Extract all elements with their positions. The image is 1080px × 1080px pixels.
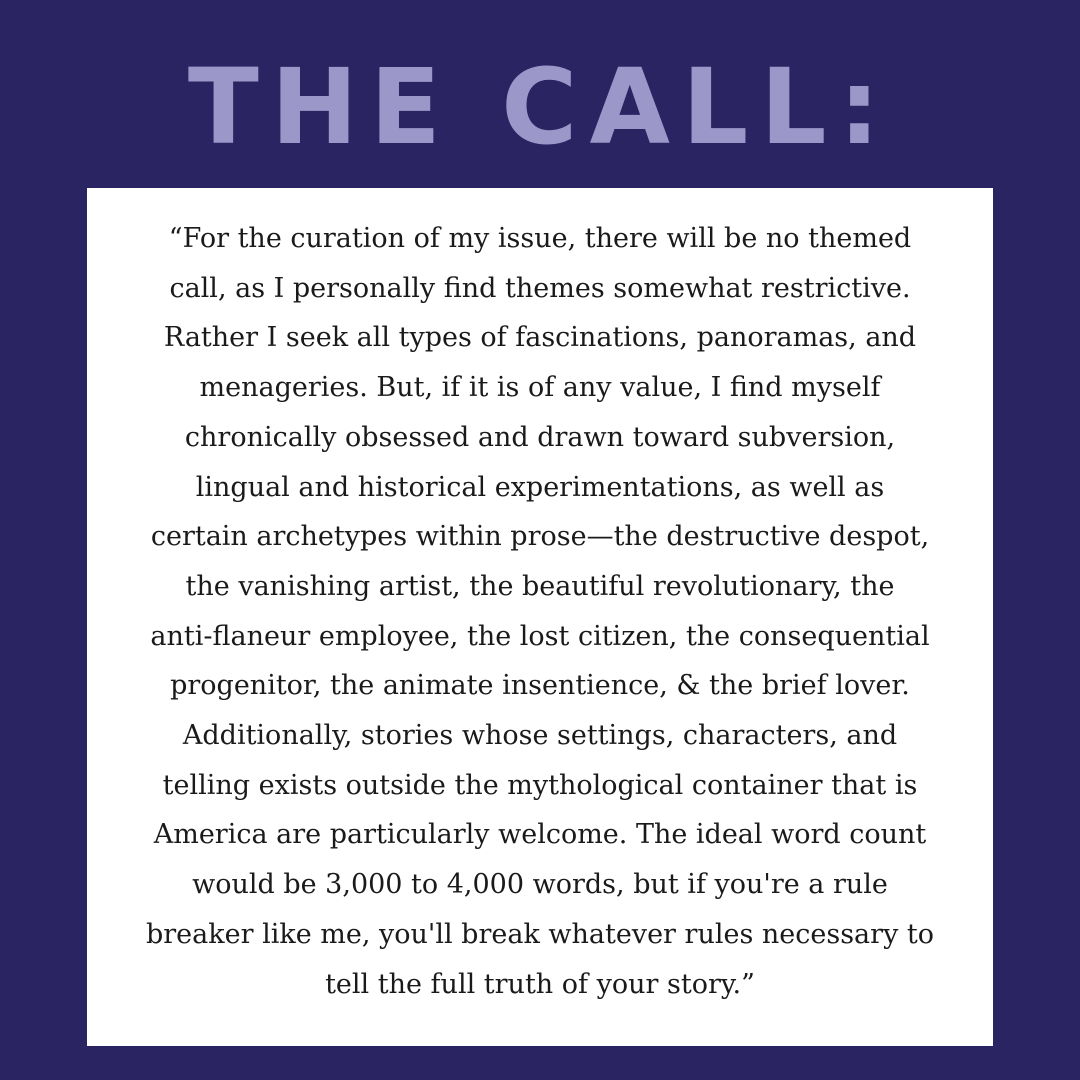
quote-card: [87, 188, 993, 1046]
quote-line: call, as I personally find themes somewhat restrictive.: [169, 272, 911, 304]
quote-line: breaker like me, you'll break whatever rules necessary to: [145, 918, 935, 950]
quote-line: the vanishing artist, the beautiful revolutionary, the: [185, 570, 895, 602]
quote-line: progenitor, the animate insentience, & the brief lover.: [170, 670, 910, 702]
quote-line: tell the full truth of your story.”: [325, 968, 755, 1000]
quote-line: lingual and historical experimentations, as well as: [195, 471, 885, 503]
quote-line: would be 3,000 to 4,000 words, but if you're a rule: [192, 869, 888, 901]
quote-line: certain archetypes within prose—the destructive despot,: [150, 521, 930, 553]
quote-text: [115, 214, 965, 1009]
quote-line: America are particularly welcome. The ideal word count: [153, 819, 927, 851]
quote-line: anti-flaneur employee, the lost citizen, the consequential: [150, 620, 930, 652]
page-title: THE CALL:: [187, 46, 893, 168]
quote-line: menageries. But, if it is of any value, I find myself: [199, 372, 881, 404]
quote-line: telling exists outside the mythological container that is: [162, 769, 918, 801]
quote-line: “For the curation of my issue, there will be no themed: [168, 223, 912, 254]
quote-line: chronically obsessed and drawn toward subversion,: [184, 421, 896, 453]
quote-line: Rather I seek all types of fascinations, panoramas, and: [163, 322, 917, 354]
quote-line: Additionally, stories whose settings, characters, and: [182, 720, 898, 752]
